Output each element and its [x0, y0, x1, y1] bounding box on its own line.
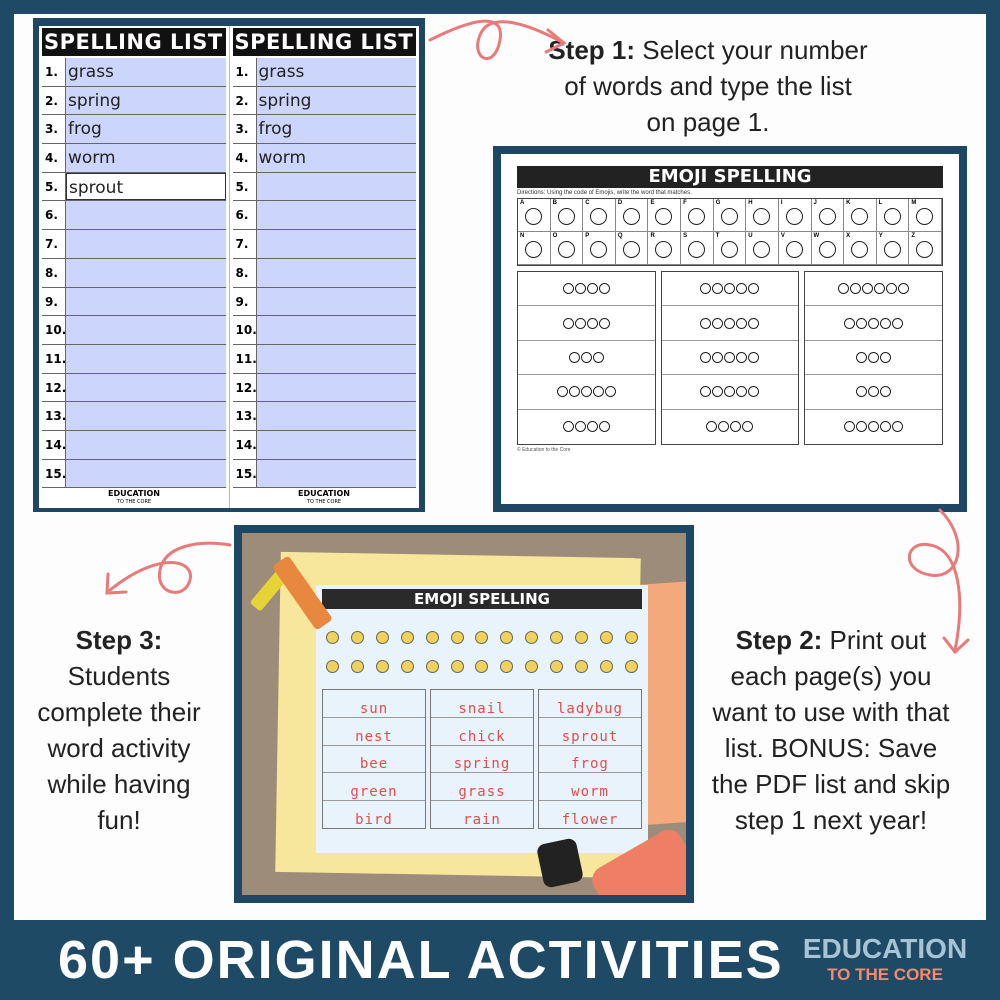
key-letter: I — [780, 200, 783, 206]
step-3-body: Students complete their word activity while having fun! — [37, 661, 201, 835]
list-logo-main: EDUCATION — [298, 489, 350, 498]
list-logo-sub: TO THE CORE — [306, 499, 342, 505]
row-number: 2. — [233, 87, 257, 115]
row-number: 10. — [233, 316, 257, 344]
row-number: 7. — [233, 230, 257, 258]
word-field[interactable]: spring — [257, 87, 417, 115]
key-letter: F — [683, 200, 687, 206]
handwritten-word: ladybug — [556, 700, 623, 717]
row-number: 12. — [233, 374, 257, 402]
row-number: 15. — [233, 460, 257, 488]
row-number: 14. — [233, 431, 257, 459]
row-number: 6. — [233, 201, 257, 229]
row-number: 3. — [233, 115, 257, 143]
key-letter: C — [585, 200, 590, 206]
arrow-step2-icon — [909, 510, 959, 650]
brand-logo-main: EDUCATION — [802, 933, 968, 964]
key-letter: U — [748, 233, 753, 239]
row-number: 11. — [233, 345, 257, 373]
row-number: 13. — [233, 402, 257, 430]
word-field[interactable]: worm — [66, 144, 226, 172]
key-letter: S — [683, 233, 688, 239]
handwritten-word: spring — [453, 756, 511, 773]
arrow-step3-icon — [110, 543, 230, 592]
handwritten-word: green — [350, 784, 398, 801]
key-letter: Z — [911, 233, 916, 239]
key-letter: Q — [617, 233, 623, 239]
arrow-step1-head-icon — [546, 30, 564, 52]
list-logo-main: EDUCATION — [108, 489, 160, 498]
key-letter: D — [617, 200, 623, 206]
worksheet-footer: © Education to the Core — [517, 446, 571, 453]
row-number: 10. — [42, 316, 66, 344]
handwritten-word: sun — [359, 700, 389, 717]
handwritten-word: worm — [571, 784, 609, 801]
worksheet-directions: Directions: Using the code of Emojis, write the word that matches. — [517, 190, 692, 196]
step-1-label: Step 1: — [548, 35, 635, 65]
key-letter: A — [520, 200, 525, 206]
key-letter: Y — [878, 233, 883, 239]
key-letter: X — [846, 233, 851, 239]
step-2-body: Print out each page(s) you want to use with that list. BONUS: Save the PDF list and skip step 1 next year! — [711, 625, 951, 835]
row-number: 12. — [42, 374, 66, 402]
key-letter: M — [911, 200, 917, 206]
row-number: 2. — [42, 87, 66, 115]
row-number: 15. — [42, 460, 66, 488]
spelling-list-heading: SPELLING LIST — [233, 28, 417, 56]
brand-logo-sub: TO THE CORE — [827, 965, 943, 984]
handwritten-word: bird — [355, 811, 393, 828]
word-field[interactable]: grass — [66, 58, 226, 86]
key-letter: J — [813, 200, 817, 206]
row-number: 3. — [42, 115, 66, 143]
key-letter: N — [520, 233, 525, 239]
row-number: 9. — [233, 288, 257, 316]
handwritten-word: chick — [458, 728, 506, 745]
row-number: 7. — [42, 230, 66, 258]
word-field[interactable]: worm — [257, 144, 417, 172]
list-logo-sub: TO THE CORE — [116, 499, 152, 505]
row-number: 1. — [233, 58, 257, 86]
row-number: 5. — [233, 173, 257, 201]
row-number: 4. — [42, 144, 66, 172]
key-letter: G — [715, 200, 721, 206]
row-number: 13. — [42, 402, 66, 430]
key-letter: R — [650, 233, 655, 239]
word-field[interactable]: frog — [257, 115, 417, 143]
handwritten-word: bee — [359, 756, 389, 773]
word-field[interactable]: frog — [66, 115, 226, 143]
step-3-label: Step 3: — [75, 625, 163, 655]
key-letter: E — [650, 200, 655, 206]
row-number: 14. — [42, 431, 66, 459]
handwritten-word: rain — [463, 811, 501, 828]
handwritten-word: nest — [355, 728, 393, 745]
key-letter: L — [878, 200, 883, 206]
row-number: 5. — [42, 173, 66, 201]
row-number: 6. — [42, 201, 66, 229]
word-field[interactable]: grass — [257, 58, 417, 86]
spelling-list-heading: SPELLING LIST — [42, 28, 226, 56]
key-letter: H — [748, 200, 753, 206]
row-number: 11. — [42, 345, 66, 373]
key-letter: K — [846, 200, 851, 206]
handwritten-word: sprout — [561, 728, 619, 745]
banner-title: 60+ ORIGINAL ACTIVITIES — [58, 930, 784, 990]
key-letter: P — [585, 233, 590, 239]
photo-worksheet-title: EMOJI SPELLING — [322, 589, 642, 609]
row-number: 9. — [42, 288, 66, 316]
step-1-body: Select your number of words and type the list on page 1. — [564, 35, 868, 137]
row-number: 8. — [233, 259, 257, 287]
key-letter: W — [813, 233, 820, 239]
handwritten-word: grass — [458, 784, 506, 801]
handwritten-word: frog — [571, 756, 609, 773]
row-number: 4. — [233, 144, 257, 172]
row-number: 8. — [42, 259, 66, 287]
key-letter: V — [780, 233, 785, 239]
worksheet-title: EMOJI SPELLING — [517, 166, 943, 188]
arrow-step1-icon — [430, 21, 562, 58]
step-2-label: Step 2: — [735, 625, 823, 655]
handwritten-word: flower — [561, 811, 619, 828]
key-letter: B — [552, 200, 557, 206]
handwritten-word: snail — [458, 700, 506, 717]
key-letter: O — [552, 233, 558, 239]
word-field[interactable]: spring — [66, 87, 226, 115]
key-letter: T — [715, 233, 720, 239]
word-field[interactable]: sprout — [66, 173, 226, 201]
row-number: 1. — [42, 58, 66, 86]
